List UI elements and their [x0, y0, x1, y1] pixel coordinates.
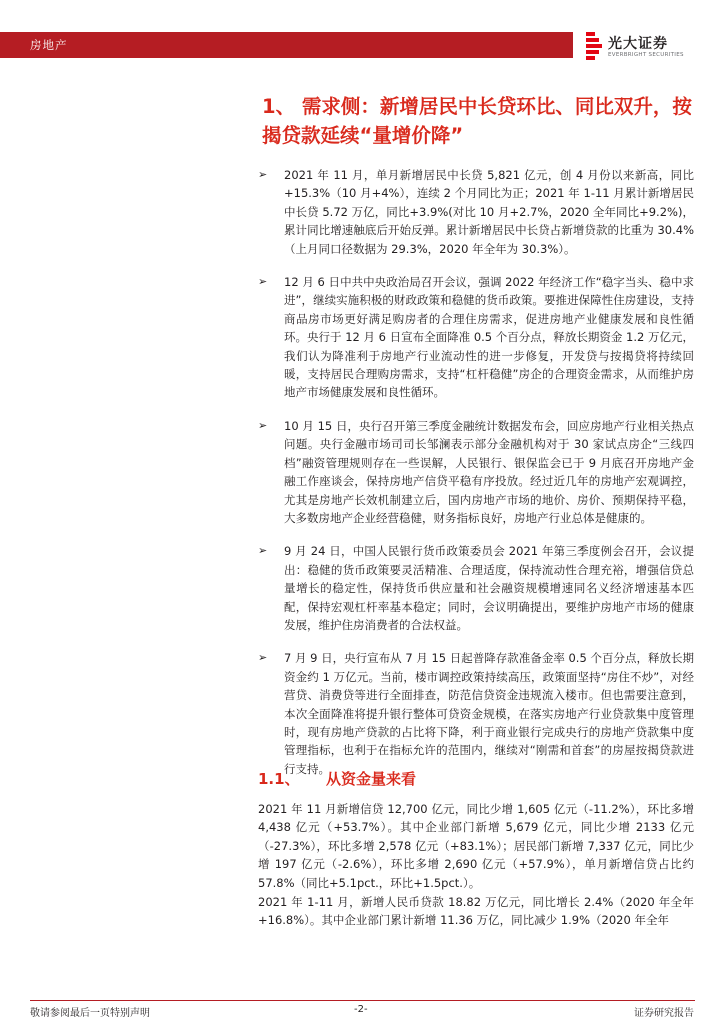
bullet-text: 7 月 9 日，央行宣布从 7 月 15 日起普降存款准备金率 0.5 个百分点，释放长期资金约 1 万亿元。当前，楼市调控政策持续高压，政策面坚持“房住不炒”，对经营贷、消费贷等进行全面排查，防范信贷资金违规流入楼市。但也需要注意到，本次全面降准将提升银行整体可贷资金规模，在落实房地产行业贷款集中度管理时，现有房地产贷款的占比将下降，利于商业银行完成央行的房地产贷款集中度管理指标，也利于在指标允许的范围内，继续对“刚需和首套”的房屋按揭贷款进行支持。: [284, 651, 694, 776]
subsection-heading: [258, 768, 416, 789]
bullet-arrow-icon: ➢: [258, 418, 268, 432]
logo-mark-icon: [586, 32, 602, 60]
section-label: 房地产: [30, 38, 68, 52]
bullet-text: 2021 年 11 月，单月新增居民中长贷 5,821 亿元，创 4 月份以来新高，同比+15.3%（10 月+4%），连续 2 个月同比为正；2021 年 1-11 月累计新增居民中长贷 5.72 万亿，同比+3.9%(对比 10 月+2.7%，2020 全年同比+9.2%)，累计同比增速触底后开始反弹。累计新增居民中长贷占新增贷款的比重为 30.4%（上月同口径数据为 29.3%，2020 年全年为 30.3%）。: [284, 168, 694, 256]
bullet-item: [258, 273, 694, 402]
bullet-arrow-icon: ➢: [258, 651, 268, 665]
bullet-text: 9 月 24 日，中国人民银行货币政策委员会 2021 年第三季度例会召开，会议提出：稳健的货币政策要灵活精准、合理适度，保持流动性合理充裕，增强信贷总量增长的稳定性，保持货币供应量和社会融资规模增速同名义经济增速基本匹配，保持宏观杠杆率基本稳定；同时，会议明确提出，要维护房地产市场的健康发展，维护住房消费者的合法权益。: [284, 544, 694, 632]
logo-text-en: EVERBRIGHT SECURITIES: [608, 52, 684, 58]
body-paragraph: 2021 年 1-11 月，新增人民币贷款 18.82 万亿元，同比增长 2.4%（2020 年全年+16.8%）。其中企业部门累计新增 11.36 万亿，同比减少 1.9%（2020 年全年: [258, 895, 694, 928]
header-bar: [0, 32, 573, 58]
bullet-arrow-icon: ➢: [258, 275, 268, 289]
bullet-item: [258, 649, 694, 778]
logo-text-cn: 光大证券: [608, 36, 668, 52]
bullet-text: 10 月 15 日，央行召开第三季度金融统计数据发布会，回应房地产行业相关热点问题。央行金融市场司司长邹澜表示部分金融机构对于 30 家试点房企“三线四档”融资管理规则存在一些误解，人民银行、银保监会已于 9 月底召开房地产金融工作座谈会，保持房地产信贷平稳有序投放。经过近几年的房地产宏观调控，尤其是房地产长效机制建立后，国内房地产市场的地价、房价、预期保持平稳，大多数房地产企业经营稳健，财务指标良好，房地产行业总体是健康的。: [284, 418, 694, 525]
subsection-number: 1.1、: [258, 770, 300, 788]
bullet-arrow-icon: ➢: [258, 168, 268, 181]
footer-disclaimer: 敬请参阅最后一页特别声明: [30, 1008, 150, 1019]
footer-report-type: 证券研究报告: [634, 1008, 694, 1019]
body-paragraph: 2021 年 11 月新增信贷 12,700 亿元，同比少增 1,605 亿元（-11.2%），环比多增 4,438 亿元（+53.7%）。其中企业部门新增 5,679 亿元，同比少增 2133 亿元（-27.3%），环比多增 2,578 亿元（+83.1%）；居民部门新增 7,337 亿元，同比少增 197 亿元（-2.6%），环比多增 2,690 亿元（+57.9%），单月新增信贷占比约 57.8%（同比+5.1pct.，环比+1.5pct.）。: [258, 802, 694, 890]
company-logo: [586, 30, 696, 64]
bullet-item: [258, 166, 694, 258]
bullet-arrow-icon: ➢: [258, 544, 268, 558]
bullet-item: [258, 542, 694, 634]
bullet-item: [258, 417, 694, 527]
footer-divider: [30, 1000, 695, 1001]
subsection-title: 从资金量来看: [326, 770, 417, 788]
section-title: 1、 需求侧：新增居民中长贷环比、同比双升，按揭贷款延续“量增价降”: [262, 95, 692, 147]
bullet-text: 12 月 6 日中共中央政治局召开会议，强调 2022 年经济工作“稳字当头、稳中求进”，继续实施积极的财政政策和稳健的货币政策。要推进保障性住房建设，支持商品房市场更好满足购房者的合理住房需求，促进房地产业健康发展和良性循环。央行于 12 月 6 日宣布全面降准 0.5 个百分点，释放长期资金 1.2 万亿元，我们认为降准利于房地产行业流动性的进一步修复，开发贷与按揭贷将持续回暖，支持居民合理购房需求，支持“杠杆稳健”房企的合理资金需求，从而维护房地产市场健康发展和良性循环。: [284, 275, 694, 400]
page-number: -2-: [354, 1004, 368, 1015]
bullet-list: [258, 166, 694, 793]
